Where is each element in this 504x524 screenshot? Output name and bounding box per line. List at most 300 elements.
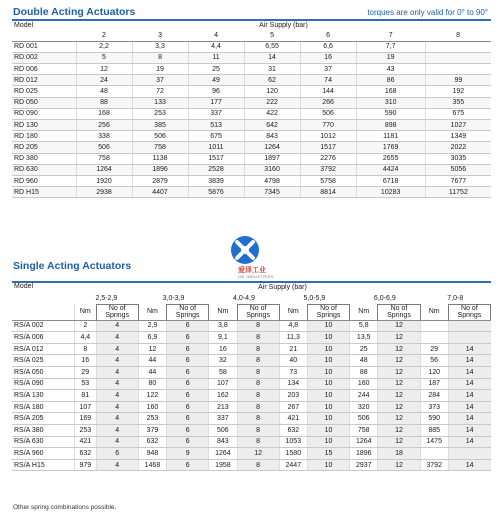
table-row <box>12 131 491 142</box>
range-header: 3,0-3,9 <box>162 294 185 302</box>
torque-cell: 513 <box>188 120 244 131</box>
model-cell: RD 960 <box>12 175 76 186</box>
torque-cell: 385 <box>132 120 188 131</box>
torque-cell: 16 <box>209 343 237 355</box>
torque-cell: 37 <box>300 64 356 75</box>
range-header: 7,0-8 <box>447 294 464 302</box>
springs-header <box>167 304 209 320</box>
springs-cell: 12 <box>378 436 420 448</box>
springs-cell: 12 <box>378 343 420 355</box>
springs-header-line2: Springs <box>175 311 200 319</box>
torque-cell: 244 <box>350 390 378 402</box>
springs-cell: 4 <box>96 459 138 471</box>
nm-header: Nm <box>138 304 166 320</box>
torque-cell: 44 <box>138 367 166 379</box>
torque-cell: 898 <box>356 120 425 131</box>
model-cell: RD 130 <box>12 120 76 131</box>
springs-cell: 14 <box>448 378 490 390</box>
torque-cell: 1958 <box>209 459 237 471</box>
torque-cell: 8 <box>132 52 188 63</box>
torque-cell: 1181 <box>356 131 425 142</box>
model-cell: RS/A 960 <box>12 448 75 460</box>
torque-cell: 10283 <box>356 187 425 198</box>
table-row <box>12 164 491 175</box>
torque-cell: 267 <box>279 401 307 413</box>
torque-cell: 310 <box>356 97 425 108</box>
model-cell: RD 630 <box>12 164 76 175</box>
springs-cell: 6 <box>167 459 209 471</box>
torque-cell: 213 <box>209 401 237 413</box>
torque-cell: 256 <box>76 120 132 131</box>
torque-cell <box>420 332 448 344</box>
springs-cell: 10 <box>307 355 349 367</box>
springs-cell: 10 <box>307 401 349 413</box>
torque-cell: 160 <box>350 378 378 390</box>
torque-cell: 885 <box>420 425 448 437</box>
pressure-header: 5 <box>244 31 300 42</box>
torque-cell <box>420 448 448 460</box>
springs-cell: 8 <box>237 343 279 355</box>
springs-header-line2: Springs <box>387 311 411 319</box>
torque-cell <box>425 52 491 63</box>
torque-cell: 72 <box>132 86 188 97</box>
springs-header <box>307 304 349 320</box>
logo-subtext: IZE INDUSTRIES <box>238 274 274 279</box>
torque-cell: 1349 <box>425 131 491 142</box>
torque-cell: 25 <box>188 64 244 75</box>
torque-cell: 43 <box>356 64 425 75</box>
torque-cell: 1517 <box>188 153 244 164</box>
springs-cell: 14 <box>448 413 490 425</box>
torque-cell: 3839 <box>188 175 244 186</box>
springs-cell: 6 <box>167 390 209 402</box>
torque-cell: 16 <box>300 52 356 63</box>
torque-cell: 3,8 <box>209 320 237 332</box>
torque-cell <box>425 64 491 75</box>
torque-cell: 632 <box>138 436 166 448</box>
springs-cell: 4 <box>96 343 138 355</box>
model-cell: RS/A 006 <box>12 332 75 344</box>
torque-cell: 2,2 <box>76 41 132 52</box>
model-cell: RS/A 090 <box>12 378 75 390</box>
table-row <box>12 459 491 471</box>
table-row <box>12 436 491 448</box>
model-cell: RS/A 012 <box>12 343 75 355</box>
torque-cell: 2022 <box>425 142 491 153</box>
range-header-row <box>12 293 491 304</box>
model-cell: RD 006 <box>12 64 76 75</box>
torque-cell: 13,5 <box>350 332 378 344</box>
torque-cell: 88 <box>76 97 132 108</box>
torque-cell: 6,9 <box>138 332 166 344</box>
torque-cell: 32 <box>209 355 237 367</box>
table-row <box>12 187 491 198</box>
model-cell: RD 025 <box>12 86 76 97</box>
springs-cell: 8 <box>237 378 279 390</box>
table-row <box>12 332 491 344</box>
range-header: 5,0-5,9 <box>303 294 326 302</box>
table-row <box>12 142 491 153</box>
single-acting-table <box>12 281 491 471</box>
springs-cell: 6 <box>167 320 209 332</box>
springs-header-line1: No of <box>320 304 337 312</box>
model-cell: RS/A H15 <box>12 459 75 471</box>
torque-cell: 96 <box>188 86 244 97</box>
torque-cell: 421 <box>279 413 307 425</box>
logo-text: 爱泽工业 <box>238 267 266 274</box>
torque-cell: 506 <box>132 131 188 142</box>
torque-cell: 379 <box>138 425 166 437</box>
torque-cell: 2938 <box>76 187 132 198</box>
torque-cell: 758 <box>132 142 188 153</box>
torque-cell: 675 <box>425 108 491 119</box>
torque-cell: 107 <box>75 401 97 413</box>
torque-cell <box>425 41 491 52</box>
springs-cell: 8 <box>237 367 279 379</box>
torque-cell: 1897 <box>244 153 300 164</box>
torque-cell: 421 <box>75 436 97 448</box>
torque-cell: 16 <box>75 355 97 367</box>
table-row <box>12 64 491 75</box>
springs-header <box>378 304 420 320</box>
torque-cell: 187 <box>420 378 448 390</box>
torque-cell: 642 <box>244 120 300 131</box>
torque-cell: 1053 <box>279 436 307 448</box>
springs-cell: 4 <box>96 436 138 448</box>
torque-cell: 506 <box>76 142 132 153</box>
torque-cell: 4,4 <box>75 332 97 344</box>
torque-cell: 3,3 <box>132 41 188 52</box>
double-acting-title: Double Acting Actuators <box>13 6 136 18</box>
springs-cell: 8 <box>237 413 279 425</box>
model-cell: RD 050 <box>12 97 76 108</box>
torque-cell: 56 <box>420 355 448 367</box>
torque-cell: 133 <box>132 97 188 108</box>
torque-cell: 107 <box>209 378 237 390</box>
torque-cell: 1896 <box>350 448 378 460</box>
table-row <box>12 401 491 413</box>
springs-cell: 12 <box>378 320 420 332</box>
table-row <box>12 41 491 52</box>
range-header: 2,5-2,9 <box>95 294 118 302</box>
torque-cell: 1475 <box>420 436 448 448</box>
springs-cell: 4 <box>96 320 138 332</box>
springs-header <box>237 304 279 320</box>
springs-cell: 12 <box>378 378 420 390</box>
torque-cell: 80 <box>138 378 166 390</box>
torque-cell: 2937 <box>350 459 378 471</box>
torque-cell: 1920 <box>76 175 132 186</box>
torque-cell: 58 <box>209 367 237 379</box>
torque-cell: 37 <box>132 75 188 86</box>
springs-cell: 4 <box>96 390 138 402</box>
springs-cell: 4 <box>96 425 138 437</box>
springs-header <box>448 304 490 320</box>
torque-cell: 506 <box>350 413 378 425</box>
springs-cell: 6 <box>167 355 209 367</box>
model-cell: RD 090 <box>12 108 76 119</box>
torque-cell: 31 <box>244 64 300 75</box>
nm-header: Nm <box>350 304 378 320</box>
springs-cell: 12 <box>378 367 420 379</box>
torque-cell: 11752 <box>425 187 491 198</box>
torque-cell: 19 <box>132 64 188 75</box>
table-row <box>12 86 491 97</box>
torque-cell: 40 <box>279 355 307 367</box>
torque-cell: 632 <box>75 448 97 460</box>
torque-cell: 1011 <box>188 142 244 153</box>
springs-cell: 14 <box>448 401 490 413</box>
nm-header: Nm <box>75 304 97 320</box>
springs-cell: 14 <box>448 390 490 402</box>
table-row <box>12 367 491 379</box>
torque-cell: 253 <box>75 425 97 437</box>
torque-cell: 4798 <box>244 175 300 186</box>
model-cell: RS/A 025 <box>12 355 75 367</box>
springs-cell: 10 <box>307 436 349 448</box>
torque-cell: 320 <box>350 401 378 413</box>
single-acting-body <box>12 320 491 471</box>
torque-cell: 4424 <box>356 164 425 175</box>
springs-cell: 12 <box>378 332 420 344</box>
torque-cell: 948 <box>138 448 166 460</box>
torque-cell: 177 <box>188 97 244 108</box>
torque-cell: 86 <box>356 75 425 86</box>
springs-cell: 15 <box>307 448 349 460</box>
double-acting-table <box>12 19 491 198</box>
torque-cell: 3792 <box>420 459 448 471</box>
torque-cell: 6,55 <box>244 41 300 52</box>
springs-cell: 10 <box>307 332 349 344</box>
torque-cell: 758 <box>350 425 378 437</box>
torque-cell: 843 <box>209 436 237 448</box>
torque-cell: 44 <box>138 355 166 367</box>
table-row <box>12 413 491 425</box>
torque-cell: 120 <box>420 367 448 379</box>
torque-cell: 222 <box>244 97 300 108</box>
model-cell: RD 380 <box>12 153 76 164</box>
torque-cell: 337 <box>188 108 244 119</box>
torque-cell: 7677 <box>425 175 491 186</box>
springs-cell: 6 <box>167 378 209 390</box>
springs-header-line1: No of <box>249 304 267 312</box>
torque-cell: 14 <box>244 52 300 63</box>
springs-cell: 8 <box>237 436 279 448</box>
nm-header: Nm <box>279 304 307 320</box>
table-row <box>12 320 491 332</box>
torque-cell: 632 <box>279 425 307 437</box>
table-row <box>12 75 491 86</box>
torque-cell: 506 <box>300 108 356 119</box>
pressure-header: 4 <box>188 31 244 42</box>
springs-header-line2: Springs <box>105 311 130 319</box>
torque-cell: 74 <box>300 75 356 86</box>
torque-cell: 120 <box>244 86 300 97</box>
pressure-header: 6 <box>300 31 356 42</box>
torque-cell: 1468 <box>138 459 166 471</box>
torque-cell: 21 <box>279 343 307 355</box>
springs-cell: 6 <box>96 448 138 460</box>
torque-cell: 192 <box>425 86 491 97</box>
nm-header: Nm <box>420 304 448 320</box>
torque-cell: 9,1 <box>209 332 237 344</box>
springs-cell: 12 <box>378 390 420 402</box>
table-row <box>12 153 491 164</box>
springs-cell: 14 <box>448 436 490 448</box>
springs-cell: 12 <box>378 401 420 413</box>
springs-cell: 8 <box>237 355 279 367</box>
torque-cell: 5758 <box>300 175 356 186</box>
torque-cell: 168 <box>76 108 132 119</box>
torque-cell: 758 <box>76 153 132 164</box>
torque-cell: 25 <box>350 343 378 355</box>
torque-cell: 2447 <box>279 459 307 471</box>
table-row <box>12 108 491 119</box>
torque-cell: 373 <box>420 401 448 413</box>
springs-header-line2: Springs <box>246 311 270 319</box>
torque-cell: 19 <box>356 52 425 63</box>
table-row <box>12 378 491 390</box>
springs-cell: 6 <box>167 332 209 344</box>
springs-header-line1: No of <box>179 304 197 312</box>
springs-cell: 4 <box>96 401 138 413</box>
model-cell: RD 001 <box>12 41 76 52</box>
torque-cell: 1517 <box>300 142 356 153</box>
torque-cell: 6718 <box>356 175 425 186</box>
torque-cell: 53 <box>75 378 97 390</box>
springs-cell: 14 <box>448 355 490 367</box>
torque-cell: 5876 <box>188 187 244 198</box>
torque-cell: 675 <box>188 131 244 142</box>
table-row <box>12 448 491 460</box>
springs-cell <box>448 320 490 332</box>
torque-note: torques are only valid for 0° to 90° <box>367 8 488 17</box>
springs-cell: 6 <box>167 436 209 448</box>
torque-cell: 134 <box>279 378 307 390</box>
springs-cell: 8 <box>237 459 279 471</box>
springs-header-line2: Springs <box>316 311 341 319</box>
torque-cell: 7,7 <box>356 41 425 52</box>
springs-header-line1: No of <box>108 304 126 312</box>
springs-header <box>96 304 138 320</box>
model-cell: RD H15 <box>12 187 76 198</box>
torque-cell: 266 <box>300 97 356 108</box>
pressure-header: 7 <box>356 31 425 42</box>
footnote: Other spring combinations possible. <box>13 504 117 511</box>
model-cell: RD 180 <box>12 131 76 142</box>
torque-cell: 2276 <box>300 153 356 164</box>
springs-cell: 9 <box>167 448 209 460</box>
springs-cell: 12 <box>237 448 279 460</box>
torque-cell: 162 <box>209 390 237 402</box>
torque-cell: 12 <box>138 343 166 355</box>
springs-cell: 10 <box>307 390 349 402</box>
torque-cell: 4407 <box>132 187 188 198</box>
springs-cell <box>448 448 490 460</box>
pressure-header: 3 <box>132 31 188 42</box>
torque-cell: 979 <box>75 459 97 471</box>
torque-cell: 355 <box>425 97 491 108</box>
springs-cell: 6 <box>167 401 209 413</box>
torque-cell: 48 <box>350 355 378 367</box>
table-row <box>12 120 491 131</box>
torque-cell: 168 <box>356 86 425 97</box>
springs-cell: 18 <box>378 448 420 460</box>
springs-cell: 6 <box>167 367 209 379</box>
springs-cell: 10 <box>307 367 349 379</box>
springs-cell: 10 <box>307 320 349 332</box>
torque-cell: 284 <box>420 390 448 402</box>
torque-cell: 81 <box>75 390 97 402</box>
torque-cell: 1138 <box>132 153 188 164</box>
table-row <box>12 175 491 186</box>
model-cell: RS/A 180 <box>12 401 75 413</box>
range-header: 4,0-4,9 <box>233 294 255 302</box>
model-cell: RS/A 050 <box>12 367 75 379</box>
torque-cell: 337 <box>209 413 237 425</box>
range-header: 6,0-6,9 <box>373 294 396 302</box>
air-supply-header: Air Supply (bar) <box>258 284 307 292</box>
torque-cell: 506 <box>209 425 237 437</box>
torque-cell: 11 <box>188 52 244 63</box>
torque-cell: 73 <box>279 367 307 379</box>
torque-cell: 29 <box>420 343 448 355</box>
springs-cell: 10 <box>307 343 349 355</box>
springs-cell: 6 <box>167 425 209 437</box>
torque-cell: 2879 <box>132 175 188 186</box>
springs-cell <box>448 332 490 344</box>
single-acting-title: Single Acting Actuators <box>13 260 132 272</box>
nm-header: Nm <box>209 304 237 320</box>
springs-cell: 8 <box>237 390 279 402</box>
springs-cell: 10 <box>307 378 349 390</box>
springs-cell: 10 <box>307 425 349 437</box>
torque-cell: 590 <box>356 108 425 119</box>
torque-cell: 3160 <box>244 164 300 175</box>
springs-cell: 8 <box>237 320 279 332</box>
springs-cell: 14 <box>448 367 490 379</box>
subheader-row <box>12 304 491 320</box>
torque-cell: 88 <box>350 367 378 379</box>
torque-cell: 122 <box>138 390 166 402</box>
springs-cell: 8 <box>237 401 279 413</box>
springs-header-line1: No of <box>390 304 408 312</box>
torque-cell: 12 <box>76 64 132 75</box>
model-cell: RS/A 380 <box>12 425 75 437</box>
table-row <box>12 390 491 402</box>
double-acting-body <box>12 41 491 198</box>
springs-header-line2: Springs <box>457 311 482 319</box>
torque-cell <box>420 320 448 332</box>
torque-cell: 2,9 <box>138 320 166 332</box>
torque-cell: 1580 <box>279 448 307 460</box>
torque-cell: 4,4 <box>188 41 244 52</box>
pressure-header-row <box>12 31 491 42</box>
springs-cell: 6 <box>167 413 209 425</box>
torque-cell: 11,3 <box>279 332 307 344</box>
springs-cell: 8 <box>237 332 279 344</box>
torque-cell: 48 <box>76 86 132 97</box>
springs-cell: 4 <box>96 367 138 379</box>
pressure-header: 2 <box>76 31 132 42</box>
model-cell: RS/A 205 <box>12 413 75 425</box>
torque-cell: 4,8 <box>279 320 307 332</box>
torque-cell: 1264 <box>244 142 300 153</box>
torque-cell: 338 <box>76 131 132 142</box>
torque-cell: 590 <box>420 413 448 425</box>
torque-cell: 1769 <box>356 142 425 153</box>
torque-cell: 843 <box>244 131 300 142</box>
